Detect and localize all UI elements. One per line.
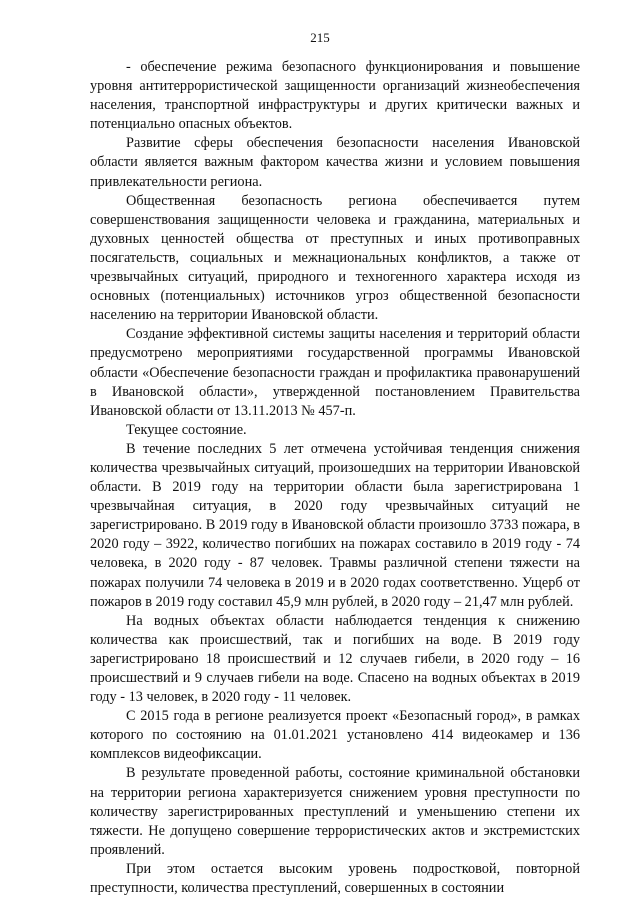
paragraph: Развитие сферы обеспечения безопасности населения Ивановской области является важным фактором качества жизни и условием повышения привлекательности региона. bbox=[90, 135, 580, 190]
paragraph: В результате проведенной работы, состояние криминальной обстановки на территории региона характеризуется снижением уровня преступности по количеству зарегистрированных преступлений и уменьшению степени их тяжести. Не допущено совершение террористических актов и экстремистских проявлений. bbox=[90, 765, 580, 858]
paragraph: С 2015 года в регионе реализуется проект «Безопасный город», в рамках которого по состоянию на 01.01.2021 установлено 414 видеокамер и 136 комплексов видеофиксации. bbox=[90, 708, 580, 763]
paragraph: При этом остается высоким уровень подростковой, повторной преступности, количества преступлений, совершенных в состоянии bbox=[90, 860, 580, 897]
paragraph: Общественная безопасность региона обеспечивается путем совершенствования защищенности человека и гражданина, материальных и духовных ценностей общества от преступных и иных противоправных посягательств, социальных и межнациональных конфликтов, а также от чрезвычайных ситуаций, природного и техногенного характера исходя из основных (потенциальных) источников угроз общественной безопасности населению на территории Ивановской области. bbox=[90, 192, 580, 324]
document-body bbox=[90, 58, 580, 898]
paragraph: На водных объектах области наблюдается тенденция к снижению количества как происшествий, так и погибших на воде. В 2019 году зарегистрировано 18 происшествий и 12 случаев гибели, в 2020 году – 16 происшествий и 9 случаев гибели на воде. Спасено на водных объектах в 2019 году - 13 человек, в 2020 году - 11 человек. bbox=[90, 612, 580, 706]
paragraph: - обеспечение режима безопасного функционирования и повышение уровня антитеррористической защищенности организаций жизнеобеспечения населения, транспортной инфраструктуры и других критически важных и потенциально опасных объектов. bbox=[90, 59, 580, 133]
paragraph: В течение последних 5 лет отмечена устойчивая тенденция снижения количества чрезвычайных ситуаций, произошедших на территории Ивановской области. В 2019 году на территории области была зарегистрирована 1 чрезвычайная ситуация, в 2020 году чрезвычайных ситуаций не зарегистрировано. В 2019 году в Ивановской области произошло 3733 пожара, в 2020 году – 3922, количество погибших на пожарах составило в 2019 году - 74 человека, в 2020 году - 87 человек. Травмы различной степени тяжести на пожарах получили 74 человека в 2019 и в 2020 годах соответственно. Ущерб от пожаров в 2019 году составил 45,9 млн рублей, в 2020 году – 21,47 млн рублей. bbox=[90, 440, 580, 610]
paragraph: Создание эффективной системы защиты населения и территорий области предусмотрено мероприятиями государственной программы Ивановской области «Обеспечение безопасности граждан и профилактика правонарушений в Ивановской области», утвержденной постановлением Правительства Ивановской области от 13.11.2013 № 457-п. bbox=[90, 326, 580, 419]
page-number: 215 bbox=[310, 30, 330, 45]
section-heading: Текущее состояние. bbox=[126, 421, 247, 438]
